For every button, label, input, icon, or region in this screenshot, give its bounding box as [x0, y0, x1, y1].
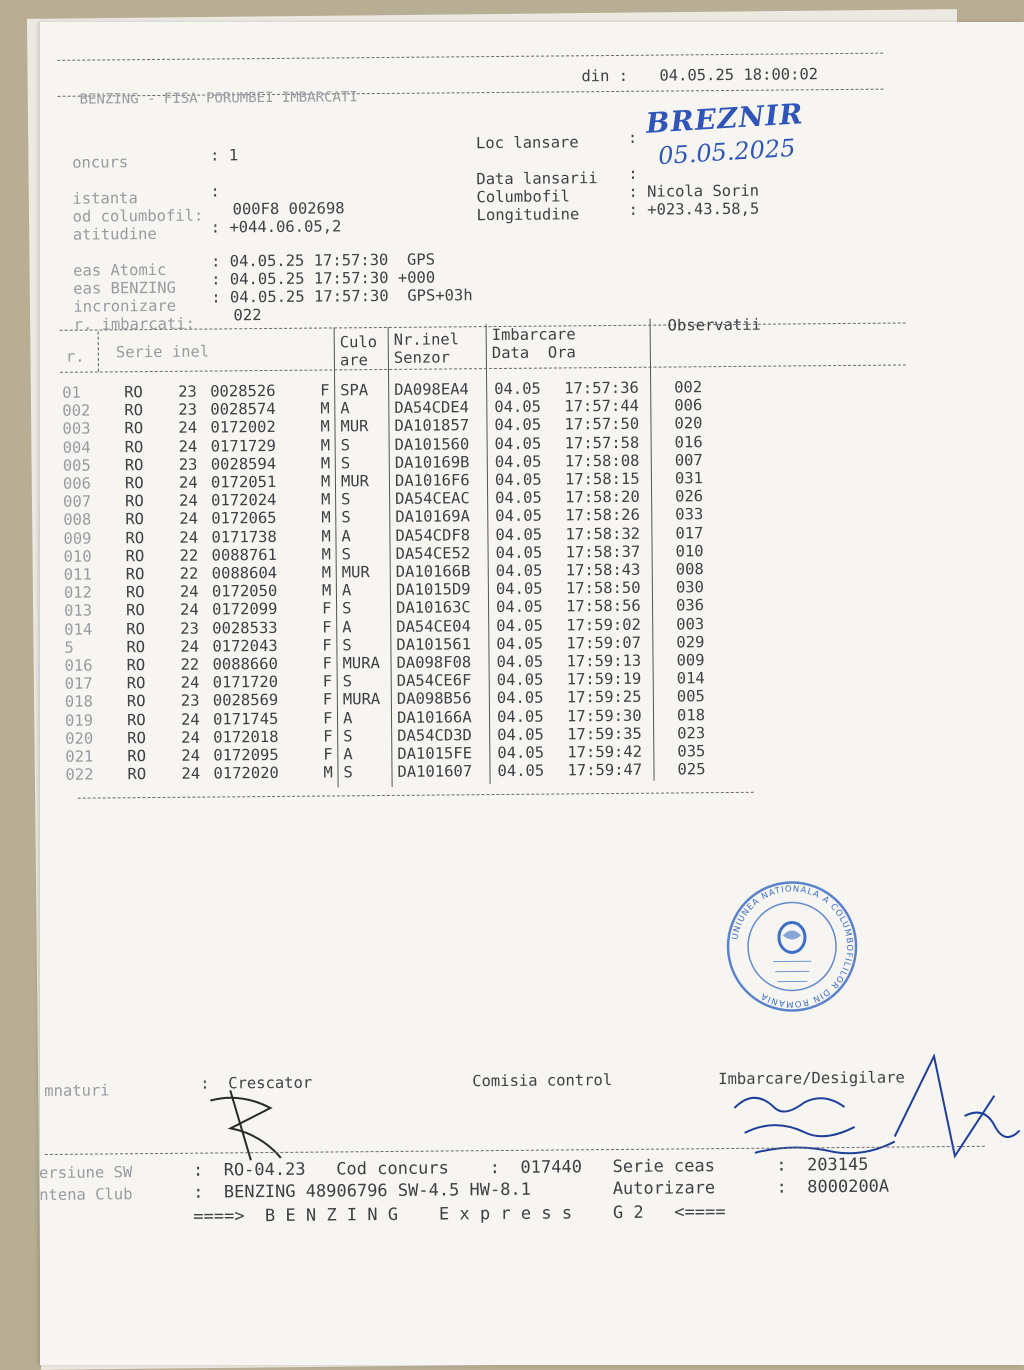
col-header-serie: Serie inel [116, 343, 209, 362]
cell-ora: 17:58:43 [566, 561, 641, 580]
col-rule-2 [334, 327, 339, 787]
cell-an: 24 [181, 674, 200, 692]
cell-an: 24 [179, 492, 198, 510]
cell-ora: 17:58:20 [565, 488, 640, 507]
cell-ora: 17:58:15 [565, 470, 640, 489]
cell-data: 04.05 [495, 507, 542, 525]
cell-sex: F [322, 600, 332, 618]
cell-senzor: DA10169A [395, 508, 470, 527]
col-header-culoare-2: are [340, 351, 368, 369]
cell-tara: RO [125, 510, 144, 528]
cell-data: 04.05 [496, 616, 543, 634]
cell-inel: 0172099 [212, 600, 277, 619]
cell-ora: 17:57:50 [564, 415, 639, 434]
cell-data: 04.05 [496, 562, 543, 580]
cell-cul: S [342, 600, 352, 618]
cell-tara: RO [125, 456, 144, 474]
info-value-ceas-benzing: : 04.05.25 17:57:30 +000 [211, 269, 435, 289]
cell-an: 24 [181, 710, 200, 728]
cell-nr: 014 [64, 620, 92, 638]
cell-data: 04.05 [497, 725, 544, 743]
cell-ora: 17:57:36 [564, 379, 639, 398]
cell-tara: RO [127, 765, 146, 783]
cell-cul: A [343, 745, 353, 763]
cell-inel: 0088604 [212, 564, 277, 583]
cell-sex: F [323, 727, 333, 745]
cell-obs: 026 [675, 487, 703, 505]
cell-obs: 014 [677, 669, 705, 687]
signature-comisia: Comisia control [472, 1071, 612, 1090]
cell-data: 04.05 [495, 525, 542, 543]
cell-nr: 009 [63, 529, 91, 547]
cell-nr: 005 [63, 456, 91, 474]
cell-sex: M [321, 436, 331, 454]
cell-tara: RO [126, 601, 145, 619]
cell-obs: 003 [676, 615, 704, 633]
cell-data: 04.05 [494, 380, 541, 398]
cell-obs: 036 [676, 597, 704, 615]
col-rule-1 [98, 331, 99, 371]
cell-tara: RO [126, 583, 145, 601]
cell-an: 24 [180, 637, 199, 655]
cell-tara: RO [127, 692, 146, 710]
footer-line-1: : RO-04.23 Cod concurs : 017440 Serie ceas : 203145 [193, 1155, 869, 1181]
signatures-label: mnaturi [44, 1081, 109, 1100]
info-label-imbarcati: r. imbarcati: [74, 315, 195, 334]
cell-inel: 0172065 [211, 509, 276, 528]
cell-an: 24 [181, 765, 200, 783]
cell-nr: 006 [63, 475, 91, 493]
cell-sex: M [320, 400, 330, 418]
cell-ora: 17:58:08 [565, 452, 640, 471]
cell-ora: 17:58:32 [565, 524, 640, 543]
cell-cul: S [341, 509, 351, 527]
cell-cul: S [343, 763, 353, 781]
cell-senzor: DA54CEAC [395, 489, 470, 508]
cell-obs: 023 [677, 724, 705, 742]
cell-cul: S [341, 490, 351, 508]
cell-an: 24 [181, 747, 200, 765]
col-header-culoare-1: Culo [340, 333, 377, 351]
info-label-sincronizare: incronizare [73, 297, 176, 316]
cell-sex: M [321, 527, 331, 545]
crescator-signature-icon [200, 1080, 321, 1171]
cell-data: 04.05 [494, 416, 541, 434]
cell-inel: 0172095 [213, 746, 278, 765]
cell-data: 04.05 [495, 471, 542, 489]
cell-cul: A [341, 527, 351, 545]
col-rule-4 [486, 324, 491, 784]
info-label-latitudine: atitudine [73, 225, 157, 244]
cell-cul: MURA [343, 690, 380, 708]
cell-an: 24 [181, 728, 200, 746]
cell-inel: 0172024 [211, 491, 276, 510]
cell-sex: F [322, 636, 332, 654]
cell-sex: F [322, 618, 332, 636]
cell-tara: RO [126, 547, 145, 565]
print-date-value: 04.05.25 18:00:02 [659, 65, 818, 84]
footer-label-versiune: ersiune SW [39, 1163, 132, 1182]
cell-data: 04.05 [497, 762, 544, 780]
cell-senzor: DA101561 [396, 635, 471, 654]
cell-an: 23 [178, 401, 197, 419]
cell-ora: 17:59:42 [567, 743, 642, 762]
footer-brand: ====> B E N Z I N G E x p r e s s G 2 <==== [193, 1202, 725, 1227]
cell-sex: M [322, 563, 332, 581]
cell-an: 23 [178, 383, 197, 401]
cell-sex: M [322, 582, 332, 600]
cell-an: 24 [178, 419, 197, 437]
cell-ora: 17:58:26 [565, 506, 640, 525]
info-label-ceas-atomic: eas Atomic [73, 261, 166, 280]
cell-obs: 033 [675, 506, 703, 524]
cell-sex: F [323, 691, 333, 709]
info-value-latitudine: : +044.06.05,2 [211, 217, 342, 236]
cell-nr: 016 [64, 657, 92, 675]
cell-nr: 018 [65, 693, 93, 711]
cell-senzor: DA098F08 [396, 653, 471, 672]
info-label-columbofil: Columbofil [476, 187, 569, 206]
cell-tara: RO [125, 474, 144, 492]
cell-obs: 020 [674, 415, 702, 433]
cell-cul: A [343, 709, 353, 727]
info-label-longitudine: Longitudine [477, 205, 580, 224]
cell-inel: 0172018 [213, 728, 278, 747]
cell-cul: MUR [342, 563, 370, 581]
cell-nr: 017 [65, 675, 93, 693]
cell-ora: 17:59:13 [566, 652, 641, 671]
cell-inel: 0088761 [212, 546, 277, 565]
cell-senzor: DA54CDE4 [394, 398, 469, 417]
cell-inel: 0172002 [210, 418, 275, 437]
cell-an: 24 [179, 510, 198, 528]
col-rule-3 [388, 327, 393, 787]
cell-cul: A [342, 581, 352, 599]
cell-inel: 0028526 [210, 382, 275, 401]
cell-tara: RO [124, 419, 143, 437]
cell-inel: 0088660 [212, 655, 277, 674]
cell-ora: 17:59:47 [567, 761, 642, 780]
cell-nr: 002 [62, 402, 90, 420]
cell-cul: S [343, 672, 353, 690]
cell-data: 04.05 [497, 689, 544, 707]
footer-label-antena: ntena Club [39, 1185, 132, 1204]
cell-cul: S [342, 545, 352, 563]
cell-cul: A [342, 618, 352, 636]
cell-obs: 030 [676, 578, 704, 596]
cell-nr: 013 [64, 602, 92, 620]
table-bottom-divider [78, 792, 754, 799]
cell-tara: RO [126, 565, 145, 583]
cell-senzor: DA101607 [397, 762, 472, 781]
table-header-divider [60, 364, 906, 372]
cell-inel: 0171745 [213, 710, 278, 729]
footer-line-2: : BENZING 48906796 SW-4.5 HW-8.1 Autorizare : 8000200A [193, 1177, 889, 1203]
cell-sex: M [321, 509, 331, 527]
cell-sex: F [323, 673, 333, 691]
cell-obs: 018 [677, 706, 705, 724]
table-body [0, 0, 1019, 4]
cell-cul: SPA [340, 381, 368, 399]
cell-obs: 029 [676, 633, 704, 651]
cell-inel: 0172043 [212, 637, 277, 656]
cell-tara: RO [126, 656, 145, 674]
cell-obs: 009 [676, 651, 704, 669]
cell-sex: M [321, 454, 331, 472]
info-value-cod: 000F8 002698 [233, 199, 345, 218]
cell-nr: 5 [64, 639, 74, 657]
cell-cul: S [341, 454, 351, 472]
cell-an: 24 [179, 437, 198, 455]
info-label-loc-lansare: Loc lansare [476, 133, 579, 152]
cell-data: 04.05 [495, 452, 542, 470]
col-rule-5 [650, 319, 655, 781]
cell-sex: M [322, 545, 332, 563]
cell-inel: 0171720 [213, 673, 278, 692]
cell-tara: RO [125, 529, 144, 547]
cell-nr: 004 [63, 438, 91, 456]
cell-ora: 17:58:56 [566, 597, 641, 616]
cell-cul: MURA [342, 654, 379, 672]
cell-obs: 025 [677, 760, 705, 778]
cell-sex: M [321, 491, 331, 509]
cell-tara: RO [124, 383, 143, 401]
cell-senzor: DA1015FE [397, 744, 472, 763]
cell-data: 04.05 [496, 653, 543, 671]
cell-nr: 012 [64, 584, 92, 602]
signature-imbarcare: Imbarcare/Desigilare [718, 1068, 905, 1088]
cell-data: 04.05 [497, 671, 544, 689]
cell-data: 04.05 [496, 634, 543, 652]
cell-nr: 011 [64, 566, 92, 584]
cell-ora: 17:59:19 [567, 670, 642, 689]
cell-senzor: DA101560 [395, 435, 470, 454]
cell-cul: MUR [341, 472, 369, 490]
cell-senzor: DA10169B [395, 453, 470, 472]
cell-an: 24 [180, 583, 199, 601]
cell-senzor: DA098B56 [397, 690, 472, 709]
col-header-nrinel-1: Nr.inel [394, 330, 459, 349]
cell-inel: 0171729 [211, 437, 276, 456]
cell-an: 22 [180, 565, 199, 583]
cell-an: 22 [180, 546, 199, 564]
handwritten-location: BREZNIR [645, 97, 804, 140]
cell-sex: F [323, 745, 333, 763]
info-value-data-lansarii: : [628, 165, 638, 183]
cell-inel: 0028574 [210, 400, 275, 419]
cell-an: 23 [181, 692, 200, 710]
cell-obs: 017 [675, 524, 703, 542]
cell-ora: 17:58:50 [566, 579, 641, 598]
cell-sex: M [323, 764, 333, 782]
info-value-distanta: : [210, 182, 220, 200]
cell-cul: S [341, 436, 351, 454]
cell-data: 04.05 [496, 580, 543, 598]
cell-obs: 006 [674, 396, 702, 414]
cell-inel: 0028569 [213, 691, 278, 710]
cell-nr: 003 [62, 420, 90, 438]
col-header-nr: r. [66, 348, 85, 366]
signature-crescator: : Crescator [200, 1074, 312, 1093]
cell-tara: RO [127, 711, 146, 729]
cell-tara: RO [127, 729, 146, 747]
top-divider [57, 53, 883, 61]
info-value-ceas-atomic: : 04.05.25 17:57:30 GPS [211, 251, 435, 271]
cell-sex: F [322, 654, 332, 672]
cell-tara: RO [125, 492, 144, 510]
info-value-longitudine: : +023.43.58,5 [629, 200, 760, 219]
cell-senzor: DA54CDF8 [395, 526, 470, 545]
cell-an: 24 [179, 474, 198, 492]
cell-obs: 002 [674, 378, 702, 396]
cell-data: 04.05 [495, 489, 542, 507]
cell-cul: S [343, 727, 353, 745]
cell-senzor: DA098EA4 [394, 380, 469, 399]
cell-tara: RO [124, 401, 143, 419]
cell-ora: 17:57:58 [565, 433, 640, 452]
cell-data: 04.05 [496, 598, 543, 616]
col-header-imbarcare-2: Data Ora [492, 343, 576, 362]
cell-nr: 010 [64, 547, 92, 565]
cell-inel: 0172051 [211, 473, 276, 492]
cell-senzor: DA54CE52 [396, 544, 471, 563]
cell-inel: 0028594 [211, 455, 276, 474]
info-label-concurs: oncurs [72, 153, 128, 171]
cell-senzor: DA10163C [396, 599, 471, 618]
cell-ora: 17:59:30 [567, 706, 642, 725]
cell-data: 04.05 [494, 398, 541, 416]
cell-cul: A [340, 399, 350, 417]
cell-sex: M [320, 418, 330, 436]
cell-obs: 031 [675, 469, 703, 487]
cell-ora: 17:59:07 [566, 634, 641, 653]
cell-obs: 010 [676, 542, 704, 560]
cell-senzor: DA10166B [396, 562, 471, 581]
cell-obs: 007 [675, 451, 703, 469]
form-title: BENZING - FISA PORUMBEI IMBARCATI [80, 89, 358, 107]
cell-data: 04.05 [496, 543, 543, 561]
cell-cul: MUR [340, 418, 368, 436]
cell-inel: 0171738 [211, 528, 276, 547]
cell-an: 23 [180, 619, 199, 637]
cell-an: 23 [179, 455, 198, 473]
info-label-ceas-benzing: eas BENZING [73, 279, 176, 298]
print-date-label: din : [581, 67, 628, 85]
cell-ora: 17:59:25 [567, 688, 642, 707]
cell-cul: S [342, 636, 352, 654]
cell-data: 04.05 [497, 707, 544, 725]
cell-an: 22 [180, 656, 199, 674]
cell-nr: 022 [65, 766, 93, 784]
col-header-nrinel-2: Senzor [394, 348, 450, 366]
cell-nr: 021 [65, 748, 93, 766]
info-label-distanta: istanta [72, 189, 137, 208]
cell-tara: RO [125, 438, 144, 456]
cell-nr: 019 [65, 711, 93, 729]
club-stamp-icon [724, 879, 859, 1014]
cell-senzor: DA101857 [394, 417, 469, 436]
cell-tara: RO [126, 638, 145, 656]
cell-ora: 17:57:44 [564, 397, 639, 416]
info-value-loc-lansare: : [628, 129, 638, 147]
cell-obs: 005 [677, 688, 705, 706]
cell-senzor: DA10166A [397, 708, 472, 727]
cell-senzor: DA1016F6 [395, 471, 470, 490]
cell-senzor: DA54CE6F [397, 671, 472, 690]
stamp-ring-text: UNIUNEA NATIONALA A COLUMBOFILILOR DIN ROMANIA [730, 884, 855, 1009]
cell-tara: RO [127, 747, 146, 765]
info-value-imbarcati: 022 [233, 306, 261, 324]
info-value-sincronizare: : 04.05.25 17:57:30 GPS+03h [211, 286, 472, 306]
cell-obs: 008 [676, 560, 704, 578]
cell-nr: 008 [63, 511, 91, 529]
cell-senzor: DA54CE04 [396, 617, 471, 636]
info-value-columbofil: : Nicola Sorin [628, 182, 759, 201]
cell-ora: 17:59:35 [567, 725, 642, 744]
cell-obs: 035 [677, 742, 705, 760]
col-header-imbarcare-1: Imbarcare [492, 325, 576, 344]
cell-sex: F [320, 381, 330, 399]
cell-inel: 0028533 [212, 619, 277, 638]
cell-senzor: DA54CD3D [397, 726, 472, 745]
col-header-observatii: Observatii [668, 316, 761, 335]
cell-nr: 007 [63, 493, 91, 511]
cell-tara: RO [127, 674, 146, 692]
cell-sex: M [321, 472, 331, 490]
handwritten-date: 05.05.2025 [657, 134, 796, 170]
cell-inel: 0172020 [213, 764, 278, 783]
info-value-concurs: : 1 [210, 146, 238, 164]
cell-data: 04.05 [495, 434, 542, 452]
cell-an: 24 [180, 601, 199, 619]
cell-sex: F [323, 709, 333, 727]
info-label-data-lansarii: Data lansarii [476, 169, 597, 188]
cell-data: 04.05 [497, 744, 544, 762]
cell-nr: 01 [62, 384, 81, 402]
cell-obs: 016 [675, 433, 703, 451]
cell-senzor: DA1015D9 [396, 580, 471, 599]
cell-ora: 17:59:02 [566, 615, 641, 634]
info-label-cod: od columbofil: [73, 207, 204, 226]
cell-inel: 0172050 [212, 582, 277, 601]
cell-an: 24 [179, 528, 198, 546]
cell-tara: RO [126, 620, 145, 638]
cell-nr: 020 [65, 729, 93, 747]
cell-ora: 17:58:37 [566, 543, 641, 562]
